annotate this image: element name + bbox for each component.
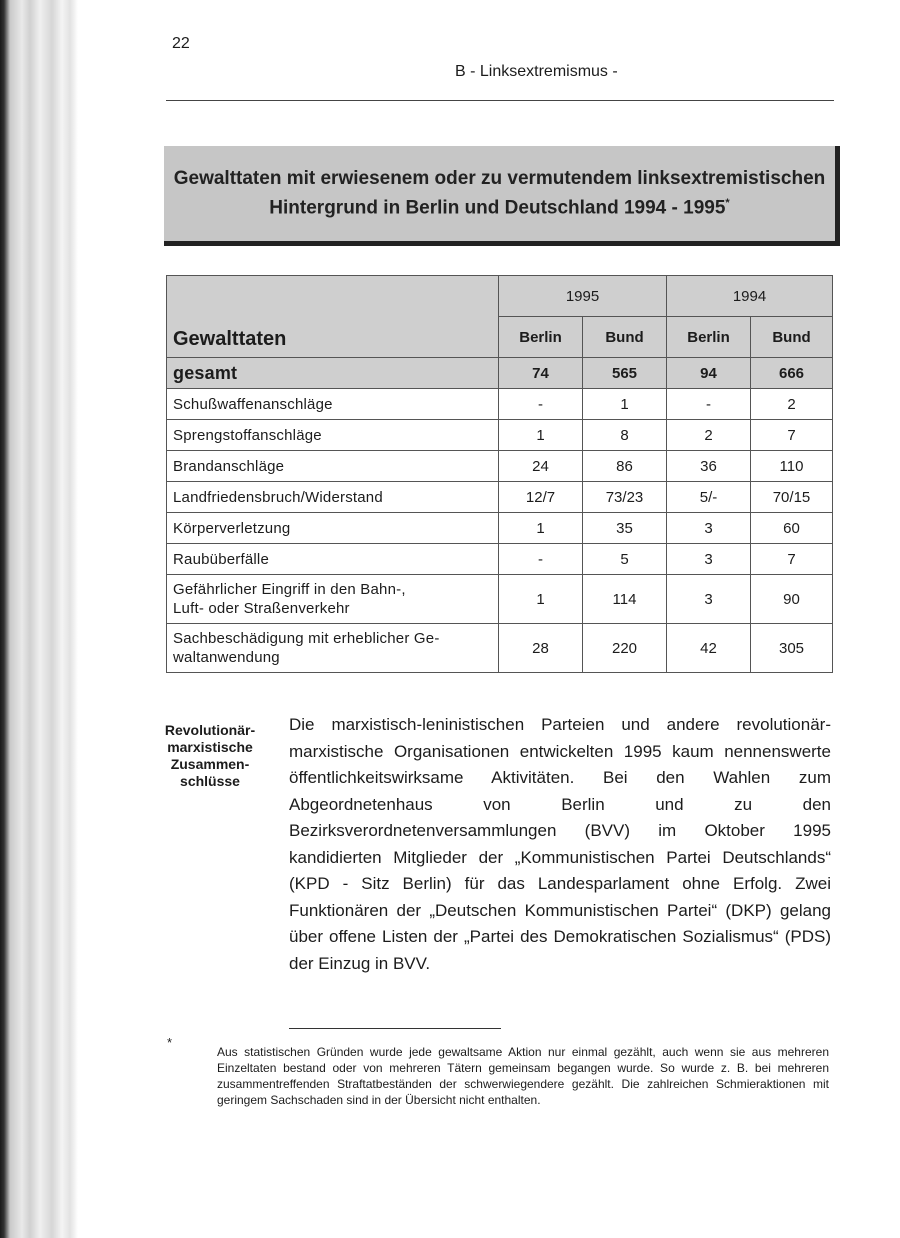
table-cell: - bbox=[667, 389, 751, 420]
table-cell: 5 bbox=[583, 544, 667, 575]
table-title bbox=[174, 167, 826, 220]
table-cell: 7 bbox=[751, 544, 833, 575]
row-label: Körperverletzung bbox=[167, 513, 499, 544]
year-header-row bbox=[167, 276, 833, 317]
table-cell: - bbox=[499, 389, 583, 420]
table-cell: 1 bbox=[499, 575, 583, 624]
table-cell: 7 bbox=[751, 420, 833, 451]
table-cell: 5/- bbox=[667, 482, 751, 513]
page-number: 22 bbox=[172, 35, 190, 52]
region-header: Berlin bbox=[667, 317, 751, 358]
table-cell: 666 bbox=[751, 358, 833, 389]
year-header-1994: 1994 bbox=[667, 276, 833, 317]
table-cell: 1 bbox=[583, 389, 667, 420]
row-label: gesamt bbox=[167, 358, 499, 389]
table-cell: 2 bbox=[751, 389, 833, 420]
table-cell: 3 bbox=[667, 575, 751, 624]
running-head: B - Linksextremismus - bbox=[455, 63, 618, 80]
row-label-line: waltanwendung bbox=[173, 649, 280, 666]
table-cell: 36 bbox=[667, 451, 751, 482]
year-header-1995: 1995 bbox=[499, 276, 667, 317]
table-cell: 12/7 bbox=[499, 482, 583, 513]
table-cell: 24 bbox=[499, 451, 583, 482]
table-cell: 70/15 bbox=[751, 482, 833, 513]
table-cell: 94 bbox=[667, 358, 751, 389]
table-cell: 220 bbox=[583, 624, 667, 673]
table-cell: 8 bbox=[583, 420, 667, 451]
table-cell: 74 bbox=[499, 358, 583, 389]
table-row bbox=[167, 624, 833, 673]
region-header: Bund bbox=[751, 317, 833, 358]
table-row bbox=[167, 420, 833, 451]
header-divider bbox=[166, 100, 834, 101]
row-label-line: Sachbeschädigung mit erheblicher Ge- bbox=[173, 630, 440, 647]
title-footnote-marker: * bbox=[725, 196, 730, 209]
table-cell: 35 bbox=[583, 513, 667, 544]
side-heading-line: Zusammen- bbox=[170, 756, 250, 772]
row-label-line: Gefährlicher Eingriff in den Bahn-, bbox=[173, 581, 406, 598]
table-cell: 28 bbox=[499, 624, 583, 673]
table-cell: 305 bbox=[751, 624, 833, 673]
side-heading-line: Revolutionär- bbox=[164, 722, 256, 738]
table-title-line1: Gewalttaten mit erwiesenem oder zu vermutendem linksextremistischen bbox=[173, 167, 826, 189]
side-heading-line: marxistische bbox=[167, 739, 253, 755]
side-heading-line: schlüsse bbox=[180, 773, 240, 789]
table-cell: 114 bbox=[583, 575, 667, 624]
column-header-gewalttaten: Gewalttaten bbox=[167, 276, 499, 358]
row-label bbox=[167, 575, 499, 624]
region-header: Bund bbox=[583, 317, 667, 358]
table-cell: 110 bbox=[751, 451, 833, 482]
table-cell: 1 bbox=[499, 420, 583, 451]
table-title-line2: Hintergrund in Berlin und Deutschland 1994 - 1995 bbox=[269, 197, 726, 219]
footnote-marker: * bbox=[167, 1035, 173, 1050]
region-header: Berlin bbox=[499, 317, 583, 358]
total-row bbox=[167, 358, 833, 389]
table-cell: 86 bbox=[583, 451, 667, 482]
row-label bbox=[167, 624, 499, 673]
table-cell: 565 bbox=[583, 358, 667, 389]
row-label: Sprengstoffanschläge bbox=[167, 420, 499, 451]
table-title-box bbox=[164, 146, 840, 246]
row-label: Brandanschläge bbox=[167, 451, 499, 482]
table-cell: 2 bbox=[667, 420, 751, 451]
table-row bbox=[167, 544, 833, 575]
table-row bbox=[167, 513, 833, 544]
body-paragraph: Die marxistisch-leninistischen Parteien und andere revolutionär-marxistische Organisationen entwickelten 1995 kaum nennenswerte öffentlichkeitswirksame Aktivitäten. Bei den Wahlen zum Abgeordnetenhaus von Berlin und zu den Bezirksverordnetenversammlungen (BVV) im Oktober 1995 kandidierten Mitglieder der „Kommunistischen Partei Deutschlands“ (KPD - Sitz Berlin) für das Landesparlament ohne Erfolg. Zwei Funktionären der „Deutschen Kommunistischen Partei“ (DKP) gelang über offene Listen der „Partei des Demokratischen Sozialismus“ (PDS) der Einzug in BVV. bbox=[289, 715, 831, 973]
footnote-text: Aus statistischen Gründen wurde jede gewaltsame Aktion nur einmal gezählt, auch wenn sie aus mehreren Einzeltaten bestand oder von mehreren Tätern gemeinsam begangen wurde. So wurde z. B. bei mehreren zusammentreffenden Straftatbeständen der schwerwiegendere gezählt. Die zahlreichen Schmieraktionen mit geringem Sachschaden sind in der Übersicht nicht enthalten. bbox=[217, 1045, 829, 1107]
row-label-line: Luft- oder Straßenverkehr bbox=[173, 600, 350, 617]
book-page-edge bbox=[0, 0, 78, 1238]
side-heading bbox=[145, 722, 275, 790]
footnote-divider bbox=[289, 1028, 501, 1029]
table-cell: 1 bbox=[499, 513, 583, 544]
table-cell: 3 bbox=[667, 513, 751, 544]
table-cell: 60 bbox=[751, 513, 833, 544]
table-cell: 42 bbox=[667, 624, 751, 673]
violence-statistics-table bbox=[166, 275, 833, 673]
table-row bbox=[167, 451, 833, 482]
row-label: Landfriedensbruch/Widerstand bbox=[167, 482, 499, 513]
table-cell: 90 bbox=[751, 575, 833, 624]
table-cell: - bbox=[499, 544, 583, 575]
table-row bbox=[167, 575, 833, 624]
table-row bbox=[167, 389, 833, 420]
row-label: Raubüberfälle bbox=[167, 544, 499, 575]
table-row bbox=[167, 482, 833, 513]
table-cell: 3 bbox=[667, 544, 751, 575]
row-label: Schußwaffenanschläge bbox=[167, 389, 499, 420]
table-cell: 73/23 bbox=[583, 482, 667, 513]
